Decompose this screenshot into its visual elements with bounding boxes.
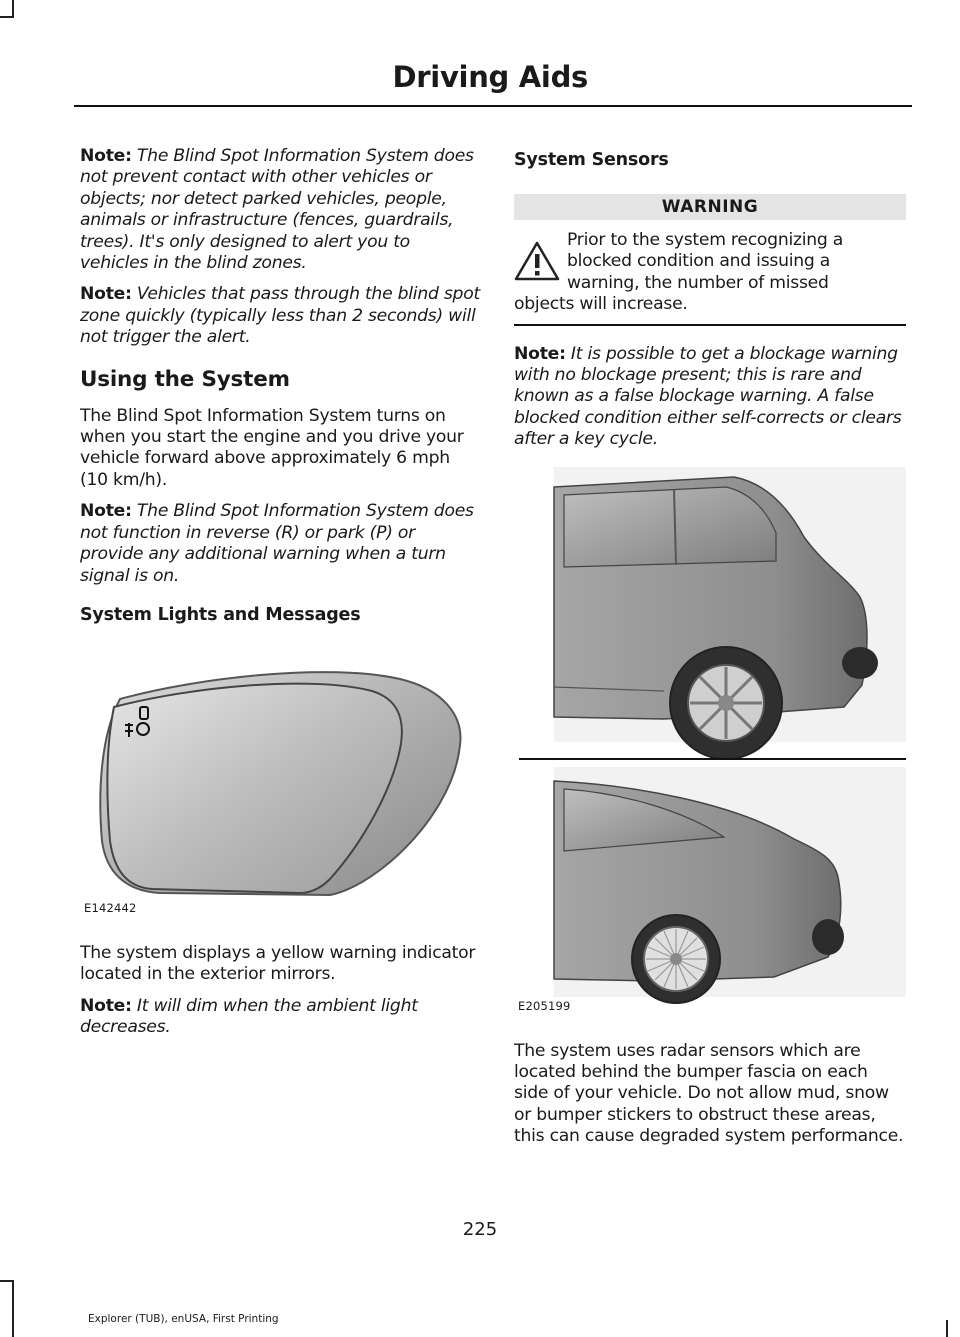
page-header-title: Driving Aids	[392, 60, 588, 94]
note-text: It will dim when the ambient light decreases.	[80, 995, 418, 1038]
right-column	[514, 146, 906, 1158]
note-text: The Blind Spot Information System does not function in reverse (R) or park (P) or provide any additional warning when a turn signal is on.	[80, 501, 474, 586]
note-label: Note:	[80, 501, 132, 522]
note-text: Vehicles that pass through the blind spot zone quickly (typically less than 2 seconds) will not trigger the alert.	[80, 284, 480, 348]
footer-edition: Explorer (TUB), enUSA, First Printing	[88, 1313, 279, 1325]
crop-mark	[946, 1320, 948, 1337]
subsection-title: System Sensors	[514, 150, 669, 170]
warning-divider	[514, 324, 906, 326]
note-label: Note:	[80, 146, 132, 166]
note-paragraph	[80, 284, 480, 348]
note-paragraph	[80, 146, 480, 274]
page-number: 225	[462, 1219, 498, 1240]
note-label: Note:	[514, 343, 566, 364]
note-label: Note:	[80, 995, 132, 1016]
note-text: The Blind Spot Information System does not prevent contact with other vehicles or objects; nor detect parked vehicles, people, animals or infrastructure (fences, guardrails, trees). It's only designed to alert you to vehicles in the blind zones.	[80, 146, 474, 274]
note-text: It is possible to get a blockage warning with no blockage present; this is rare and known as a false blockage warning. A false blocked condition either self-corrects or clears after a key cycle.	[514, 343, 902, 450]
crop-mark	[12, 1280, 14, 1337]
warning-triangle-icon	[514, 240, 560, 282]
crop-mark	[0, 16, 14, 18]
vehicle-sensors-figure	[514, 467, 906, 1017]
figure-code: E205199	[518, 998, 571, 1013]
warning-text: Prior to the system recognizing a blocked condition and issuing a warning, the number of missed	[567, 230, 844, 293]
subsection-title: System Lights and Messages	[80, 604, 361, 625]
note-paragraph	[80, 501, 480, 587]
warning-text-continued: objects will increase.	[514, 294, 688, 315]
crop-mark	[0, 1280, 14, 1282]
mirror-figure	[80, 645, 470, 917]
section-title: Using the System	[80, 366, 290, 392]
note-label: Note:	[80, 284, 132, 305]
header-divider	[74, 105, 912, 107]
body-paragraph: The system displays a yellow warning indicator located in the exterior mirrors.	[80, 942, 476, 985]
body-paragraph: The Blind Spot Information System turns on when you start the engine and you drive your vehicle forward above approximately 6 mph (10 km/h).	[80, 405, 464, 490]
warning-box	[514, 220, 906, 326]
left-column	[80, 146, 480, 1049]
rear-quarter-vehicle-illustration	[514, 467, 906, 1017]
body-paragraph: The system uses radar sensors which are located behind the bumper fascia on each side of your vehicle. Do not allow mud, snow or bumper stickers to obstruct these areas, this can cause degraded system performance.	[514, 1040, 904, 1147]
figure-code: E142442	[84, 900, 137, 915]
note-paragraph	[80, 996, 480, 1039]
warning-heading: WARNING	[514, 194, 906, 220]
side-mirror-illustration	[80, 645, 470, 917]
note-paragraph	[514, 344, 906, 451]
